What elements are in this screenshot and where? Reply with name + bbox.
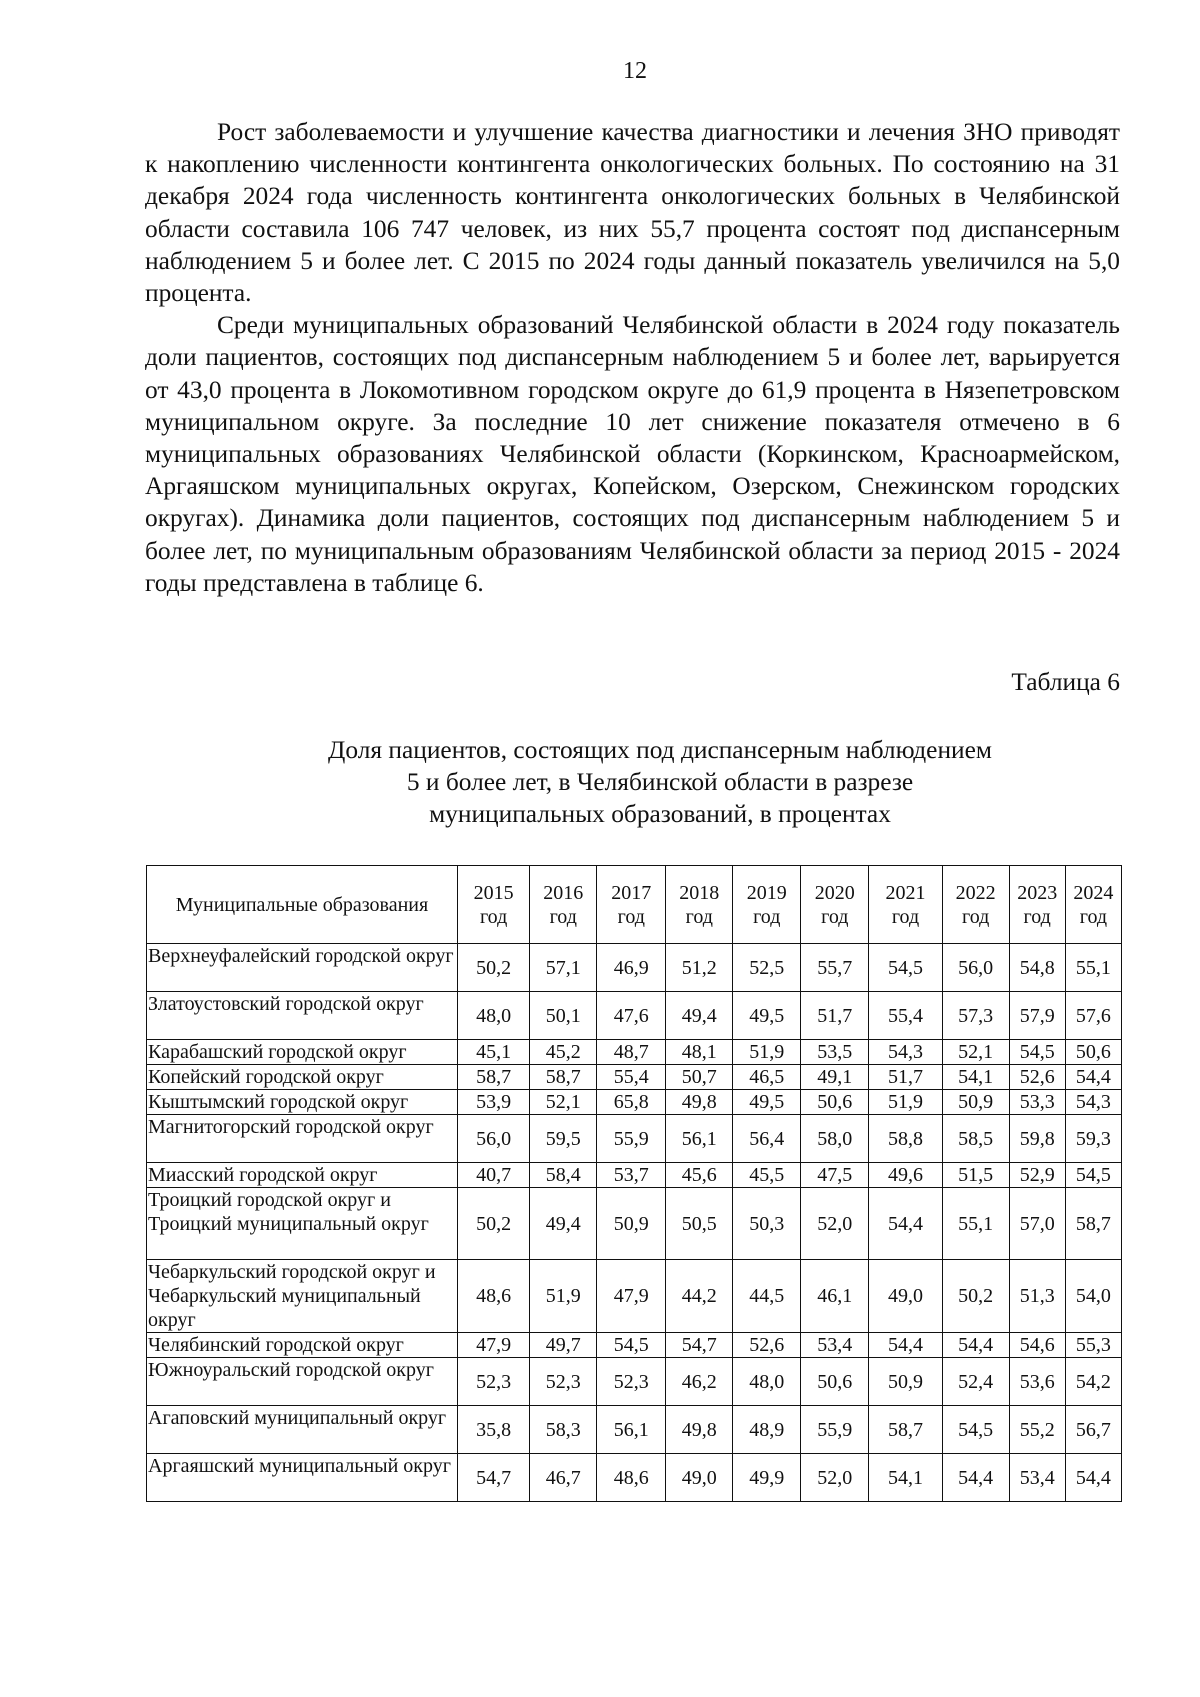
table-cell-value: 54,1: [942, 1065, 1009, 1090]
table-cell-value: 52,4: [942, 1358, 1009, 1406]
table-row: [147, 1115, 1122, 1163]
table-cell-value: 53,4: [801, 1333, 869, 1358]
table-cell-value: 54,4: [942, 1333, 1009, 1358]
table-row: [147, 1090, 1122, 1115]
table-cell-value: 46,9: [597, 944, 666, 992]
table-cell-value: 54,4: [1065, 1454, 1121, 1502]
table-cell-value: 47,5: [801, 1163, 869, 1188]
year-label: 2023: [1017, 881, 1058, 904]
table-row: [147, 944, 1122, 992]
table-cell-value: 57,9: [1009, 992, 1065, 1040]
table-cell-value: 58,7: [1065, 1188, 1121, 1260]
table-cell-value: 51,2: [666, 944, 733, 992]
table-cell-value: 56,0: [942, 944, 1009, 992]
table-cell-value: 55,9: [801, 1406, 869, 1454]
column-header-year: [869, 866, 942, 944]
municipality-name: Верхнеуфалейский городской округ: [147, 944, 458, 992]
table-cell-value: 48,6: [597, 1454, 666, 1502]
table-cell-value: 53,5: [801, 1040, 869, 1065]
table-cell-value: 47,6: [597, 992, 666, 1040]
year-suffix: год: [617, 905, 645, 928]
table-cell-value: 45,1: [457, 1040, 529, 1065]
table-cell-value: 48,1: [666, 1040, 733, 1065]
table-cell-value: 54,1: [869, 1454, 942, 1502]
table-cell-value: 59,5: [530, 1115, 597, 1163]
table-title: [230, 734, 1090, 830]
table-cell-value: 54,6: [1009, 1333, 1065, 1358]
table-cell-value: 48,9: [733, 1406, 801, 1454]
table-cell-value: 44,5: [733, 1260, 801, 1333]
table-cell-value: 51,9: [733, 1040, 801, 1065]
table-cell-value: 54,4: [869, 1188, 942, 1260]
table-cell-value: 53,6: [1009, 1358, 1065, 1406]
table-cell-value: 55,9: [597, 1115, 666, 1163]
table-row: [147, 1040, 1122, 1065]
table-cell-value: 54,0: [1065, 1260, 1121, 1333]
table-cell-value: 52,9: [1009, 1163, 1065, 1188]
table-cell-value: 53,4: [1009, 1454, 1065, 1502]
table-cell-value: 51,9: [530, 1260, 597, 1333]
table-cell-value: 51,7: [869, 1065, 942, 1090]
table-cell-value: 53,7: [597, 1163, 666, 1188]
data-table: [146, 865, 1122, 1502]
column-header-year: [597, 866, 666, 944]
table-cell-value: 47,9: [457, 1333, 529, 1358]
year-suffix: год: [821, 905, 849, 928]
table-cell-value: 52,6: [1009, 1065, 1065, 1090]
municipality-name: Челябинский городской округ: [147, 1333, 458, 1358]
table-cell-value: 54,3: [869, 1040, 942, 1065]
table-cell-value: 52,3: [597, 1358, 666, 1406]
table-title-line: муниципальных образований, в процентах: [429, 800, 891, 828]
year-suffix: год: [962, 905, 990, 928]
table-cell-value: 49,0: [869, 1260, 942, 1333]
table-title-line: 5 и более лет, в Челябинской области в разрезе: [406, 768, 914, 796]
table-cell-value: 50,6: [1065, 1040, 1121, 1065]
table-cell-value: 55,2: [1009, 1406, 1065, 1454]
table-cell-value: 46,1: [801, 1260, 869, 1333]
table-cell-value: 47,9: [597, 1260, 666, 1333]
table-cell-value: 59,3: [1065, 1115, 1121, 1163]
table-row: [147, 1406, 1122, 1454]
year-suffix: год: [685, 905, 713, 928]
year-suffix: год: [549, 905, 577, 928]
municipality-name: Миасский городской округ: [147, 1163, 458, 1188]
table-row: [147, 1065, 1122, 1090]
table-cell-value: 55,1: [942, 1188, 1009, 1260]
column-header-year: [666, 866, 733, 944]
table-cell-value: 35,8: [457, 1406, 529, 1454]
year-suffix: год: [891, 905, 920, 928]
table-cell-value: 48,6: [457, 1260, 529, 1333]
table-row: [147, 1454, 1122, 1502]
table-title-line: Доля пациентов, состоящих под диспансерным наблюдением: [328, 736, 992, 764]
table-cell-value: 46,7: [530, 1454, 597, 1502]
table-cell-value: 50,9: [597, 1188, 666, 1260]
table-cell-value: 54,5: [869, 944, 942, 992]
municipality-name: Златоустовский городской округ: [147, 992, 458, 1040]
table-cell-value: 46,5: [733, 1065, 801, 1090]
table-cell-value: 45,5: [733, 1163, 801, 1188]
table-cell-value: 50,2: [457, 944, 529, 992]
table-cell-value: 56,0: [457, 1115, 529, 1163]
year-label: 2018: [679, 881, 720, 904]
table-cell-value: 58,7: [869, 1406, 942, 1454]
table-cell-value: 57,6: [1065, 992, 1121, 1040]
year-label: 2024: [1073, 881, 1114, 904]
table-cell-value: 51,9: [869, 1090, 942, 1115]
table-row: [147, 1358, 1122, 1406]
table-cell-value: 56,1: [597, 1406, 666, 1454]
table-cell-value: 52,1: [530, 1090, 597, 1115]
table-cell-value: 45,6: [666, 1163, 733, 1188]
table-cell-value: 50,9: [869, 1358, 942, 1406]
table-cell-value: 49,1: [801, 1065, 869, 1090]
year-suffix: год: [753, 905, 781, 928]
table-cell-value: 57,1: [530, 944, 597, 992]
table-cell-value: 55,3: [1065, 1333, 1121, 1358]
table-cell-value: 54,7: [457, 1454, 529, 1502]
municipality-name: Троицкий городской округ и Троицкий муниципальный округ: [147, 1188, 458, 1260]
table-cell-value: 51,5: [942, 1163, 1009, 1188]
table-cell-value: 53,3: [1009, 1090, 1065, 1115]
table-cell-value: 57,3: [942, 992, 1009, 1040]
table-cell-value: 54,4: [942, 1454, 1009, 1502]
table-cell-value: 50,1: [530, 992, 597, 1040]
table-label: Таблица 6: [1011, 668, 1120, 696]
table-cell-value: 46,2: [666, 1358, 733, 1406]
table-cell-value: 58,3: [530, 1406, 597, 1454]
table-cell-value: 52,3: [530, 1358, 597, 1406]
table-cell-value: 49,6: [869, 1163, 942, 1188]
municipality-name: Копейский городской округ: [147, 1065, 458, 1090]
table-cell-value: 49,8: [666, 1406, 733, 1454]
table-cell-value: 48,0: [733, 1358, 801, 1406]
table-cell-value: 49,4: [666, 992, 733, 1040]
table-cell-value: 51,7: [801, 992, 869, 1040]
column-header-year: [1065, 866, 1121, 944]
table-cell-value: 58,8: [869, 1115, 942, 1163]
body-text: [145, 116, 1120, 599]
year-label: 2016: [543, 881, 584, 904]
year-suffix: год: [479, 905, 508, 928]
table-cell-value: 58,4: [530, 1163, 597, 1188]
page-number: 12: [623, 58, 647, 84]
table-cell-value: 40,7: [457, 1163, 529, 1188]
municipality-name: Карабашский городской округ: [147, 1040, 458, 1065]
table-cell-value: 58,0: [801, 1115, 869, 1163]
paragraph-1: Рост заболеваемости и улучшение качества диагностики и лечения ЗНО приводят к накоплению численности контингента онкологических больных. По состоянию на 31 декабря 2024 года численность контингента онкологических больных в Челябинской области составила 106 747 человек, из них 55,7 процента состоят под диспансерным наблюдением 5 и более лет. С 2015 по 2024 годы данный показатель увеличился на 5,0 процента.: [145, 118, 1120, 308]
table-body: [147, 944, 1122, 1502]
table-cell-value: 54,4: [869, 1333, 942, 1358]
table-cell-value: 54,7: [666, 1333, 733, 1358]
table-cell-value: 50,5: [666, 1188, 733, 1260]
table-cell-value: 59,8: [1009, 1115, 1065, 1163]
column-header-year: [530, 866, 597, 944]
year-suffix: год: [1023, 905, 1051, 928]
table-cell-value: 49,5: [733, 1090, 801, 1115]
table-cell-value: 56,7: [1065, 1406, 1121, 1454]
year-label: 2017: [611, 881, 652, 904]
paragraph-2: Среди муниципальных образований Челябинской области в 2024 году показатель доли пациентов, состоящих под диспансерным наблюдением 5 и более лет, варьируется от 43,0 процента в Локомотивном городском округе до 61,9 процента в Нязепетровском муниципальном округе. За последние 10 лет снижение показателя отмечено в 6 муниципальных образованиях Челябинской области (Коркинском, Красноармейском, Аргаяшском муниципальных округах, Копейском, Озерском, Снежинском городских округах). Динамика доли пациентов, состоящих под диспансерным наблюдением 5 и более лет, по муниципальным образованиям Челябинской области за период 2015 - 2024 годы представлена в таблице 6.: [145, 311, 1120, 597]
column-header-year: [801, 866, 869, 944]
table-cell-value: 50,6: [801, 1090, 869, 1115]
table-cell-value: 44,2: [666, 1260, 733, 1333]
column-header-year: [942, 866, 1009, 944]
table-cell-value: 50,9: [942, 1090, 1009, 1115]
table-cell-value: 49,8: [666, 1090, 733, 1115]
table-cell-value: 50,2: [457, 1188, 529, 1260]
table-cell-value: 51,3: [1009, 1260, 1065, 1333]
column-header-year: [1009, 866, 1065, 944]
table-cell-value: 50,2: [942, 1260, 1009, 1333]
table-cell-value: 54,5: [942, 1406, 1009, 1454]
table-cell-value: 49,5: [733, 992, 801, 1040]
table-cell-value: 52,0: [801, 1188, 869, 1260]
table-cell-value: 54,2: [1065, 1358, 1121, 1406]
table-cell-value: 65,8: [597, 1090, 666, 1115]
table-cell-value: 54,5: [1065, 1163, 1121, 1188]
table-row: [147, 1163, 1122, 1188]
table-cell-value: 52,0: [801, 1454, 869, 1502]
year-label: 2021: [885, 881, 926, 904]
table-cell-value: 55,4: [597, 1065, 666, 1090]
municipality-name: Агаповский муниципальный округ: [147, 1406, 458, 1454]
table-row: [147, 992, 1122, 1040]
municipality-name: Кыштымский городской округ: [147, 1090, 458, 1115]
table-cell-value: 57,0: [1009, 1188, 1065, 1260]
table-cell-value: 54,8: [1009, 944, 1065, 992]
table-cell-value: 55,7: [801, 944, 869, 992]
table-cell-value: 48,7: [597, 1040, 666, 1065]
table-cell-value: 58,5: [942, 1115, 1009, 1163]
table-header-row: [147, 866, 1122, 944]
table-cell-value: 52,3: [457, 1358, 529, 1406]
table-cell-value: 56,1: [666, 1115, 733, 1163]
table-cell-value: 48,0: [457, 992, 529, 1040]
table-cell-value: 55,4: [869, 992, 942, 1040]
table-cell-value: 49,7: [530, 1333, 597, 1358]
table-cell-value: 52,1: [942, 1040, 1009, 1065]
municipality-name: Магнитогорский городской округ: [147, 1115, 458, 1163]
table-cell-value: 52,5: [733, 944, 801, 992]
table-cell-value: 50,3: [733, 1188, 801, 1260]
municipality-name: Южноуральский городской округ: [147, 1358, 458, 1406]
table-cell-value: 58,7: [530, 1065, 597, 1090]
table-cell-value: 49,0: [666, 1454, 733, 1502]
table-cell-value: 53,9: [457, 1090, 529, 1115]
table-cell-value: 52,6: [733, 1333, 801, 1358]
table-cell-value: 54,4: [1065, 1065, 1121, 1090]
table-cell-value: 54,5: [597, 1333, 666, 1358]
table-cell-value: 49,9: [733, 1454, 801, 1502]
table-cell-value: 56,4: [733, 1115, 801, 1163]
year-label: 2015: [473, 881, 514, 904]
table-cell-value: 54,5: [1009, 1040, 1065, 1065]
table-row: [147, 1188, 1122, 1260]
municipality-name: Аргаяшский муниципальный округ: [147, 1454, 458, 1502]
table-cell-value: 58,7: [457, 1065, 529, 1090]
table-cell-value: 50,6: [801, 1358, 869, 1406]
year-suffix: год: [1079, 905, 1108, 928]
table-cell-value: 45,2: [530, 1040, 597, 1065]
municipality-name: Чебаркульский городской округ и Чебаркульский муниципальный округ: [147, 1260, 458, 1333]
year-label: 2020: [814, 881, 855, 904]
column-header-municipality: Муниципальные образования: [147, 866, 458, 944]
table-row: [147, 1333, 1122, 1358]
table-cell-value: 54,3: [1065, 1090, 1121, 1115]
table-cell-value: 55,1: [1065, 944, 1121, 992]
table-cell-value: 49,4: [530, 1188, 597, 1260]
column-header-year: [457, 866, 529, 944]
table-cell-value: 50,7: [666, 1065, 733, 1090]
year-label: 2022: [955, 881, 996, 904]
column-header-year: [733, 866, 801, 944]
table-row: [147, 1260, 1122, 1333]
year-label: 2019: [746, 881, 787, 904]
